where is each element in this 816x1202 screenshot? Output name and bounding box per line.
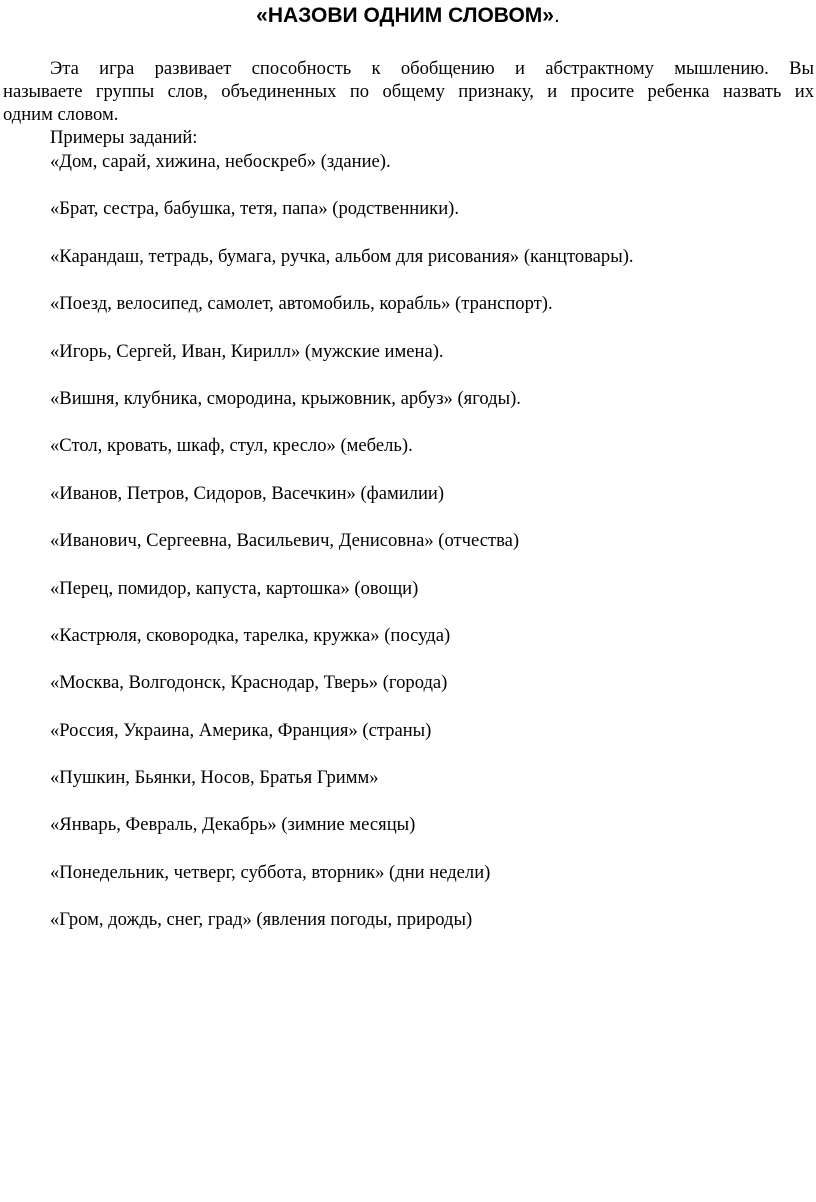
intro-line: одним словом. [3,104,119,125]
intro-paragraph [3,57,814,126]
example-item: «Перец, помидор, капуста, картошка» (овощи) [50,577,419,599]
intro-line: называете группы слов, объединенных по общему признаку, и просите ребенка назвать их [3,81,814,102]
document-title [0,2,816,30]
example-item: «Стол, кровать, шкаф, стул, кресло» (мебель). [50,435,413,457]
intro-line: Эта игра развивает способность к обобщению и абстрактному мышлению. Вы [50,58,814,79]
examples-label: Примеры заданий: [50,127,198,148]
example-item: «Поезд, велосипед, самолет, автомобиль, корабль» (транспорт). [50,293,553,315]
example-item: «Игорь, Сергей, Иван, Кирилл» (мужские имена). [50,340,444,362]
example-item: «Гром, дождь, снег, град» (явления погоды, природы) [50,909,473,931]
example-item: «Январь, Февраль, Декабрь» (зимние месяцы) [50,814,416,836]
example-item: «Иванов, Петров, Сидоров, Васечкин» (фамилии) [50,482,445,504]
examples-list [50,150,810,956]
example-item: «Иванович, Сергеевна, Васильевич, Денисовна» (отчества) [50,530,520,552]
example-item: «Понедельник, четверг, суббота, вторник» (дни недели) [50,861,491,883]
title-text: «НАЗОВИ ОДНИМ СЛОВОМ» [256,4,554,27]
example-item: «Брат, сестра, бабушка, тетя, папа» (родственники). [50,198,459,220]
example-item: «Россия, Украина, Америка, Франция» (страны) [50,719,432,741]
example-item: «Кастрюля, сковородка, тарелка, кружка» (посуда) [50,624,451,646]
example-item: «Дом, сарай, хижина, небоскреб» (здание). [50,151,391,172]
title-period: . [553,4,560,27]
example-item: «Карандаш, тетрадь, бумага, ручка, альбом для рисования» (канцтовары). [50,245,634,267]
example-item: «Москва, Волгодонск, Краснодар, Тверь» (города) [50,672,448,694]
example-item: «Вишня, клубника, смородина, крыжовник, арбуз» (ягоды). [50,387,521,409]
example-item: «Пушкин, Бьянки, Носов, Братья Гримм» [50,767,379,789]
